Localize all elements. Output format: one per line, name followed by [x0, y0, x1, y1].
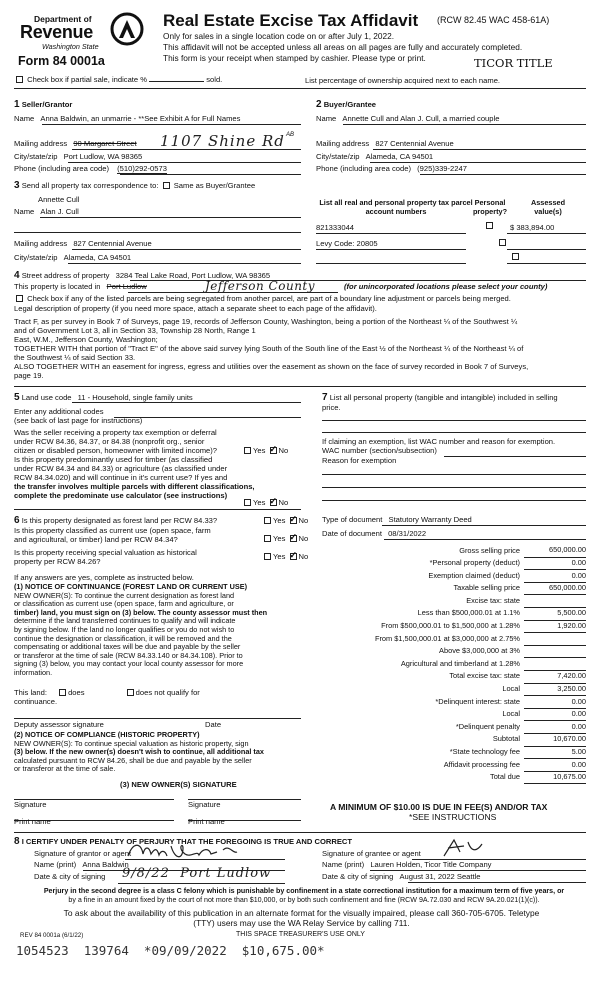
see-instructions: *SEE INSTRUCTIONS	[409, 812, 497, 822]
does-not-qualify-checkbox[interactable]	[127, 689, 134, 696]
timber-q-yes-checkbox[interactable]	[244, 499, 251, 506]
assessed-value[interactable]: $ 383,894.00	[510, 223, 555, 232]
grantee-name-label: Name (print)	[322, 860, 365, 869]
buyer-phone[interactable]: (925)339-2247	[417, 164, 467, 173]
tax-row	[322, 721, 586, 734]
tax-calculation-table	[322, 545, 586, 784]
seller-name-row	[14, 115, 301, 124]
forest-land-label: Is this property designated as forest land per RCW 84.33?	[21, 516, 218, 525]
segregation-row	[14, 295, 589, 304]
legal-line-3: East, W.M., Jefferson County, Washington;	[14, 335, 158, 344]
buyer-mailing-label: Mailing address	[316, 139, 370, 148]
tax-row-value[interactable]: 5,500.00	[524, 607, 586, 620]
seller-mailing-initials: AB	[286, 132, 295, 138]
header-line2: This affidavit will not be accepted unless all areas on all pages are fully and accurately completed.	[163, 42, 523, 52]
located-in-county[interactable]: Jefferson County	[205, 279, 316, 293]
grantor-name-label: Name (print)	[34, 860, 77, 869]
percentage-note: List percentage of ownership acquired next to each name.	[305, 76, 501, 85]
tax-row	[322, 582, 586, 595]
seller-heading	[14, 99, 72, 111]
doc-type[interactable]: Statutory Warranty Deed	[388, 515, 472, 524]
if-yes-note: If any answers are yes, complete as instructed below.	[14, 573, 194, 582]
notice2-line4: or transferor at the time of sale.	[14, 764, 116, 774]
exemption-q1-answer	[242, 447, 288, 456]
buyer-phone-row	[316, 165, 467, 174]
grantor-name[interactable]: Anna Baldwin	[82, 860, 129, 869]
grantee-date-label: Date & city of signing	[322, 872, 394, 881]
tax-row-label: Local	[502, 683, 520, 693]
legal-line-6: ALSO TOGETHER WITH an easement for ingress, egress and utilities over the easement as shown on the face of survey recorded in Book 7 of Surveys,	[14, 362, 529, 371]
buyer-city[interactable]: Alameda, CA 94501	[365, 152, 434, 161]
no-label: No	[278, 446, 289, 455]
tax-row-label: Above $3,000,000 at 3%	[439, 646, 520, 656]
historic-q	[14, 549, 264, 567]
sold-label: sold.	[206, 75, 223, 84]
department-of: Department of	[34, 14, 92, 24]
grantor-signature-label: Signature of grantor or agent	[34, 849, 132, 858]
tax-row-value[interactable]: 5.00	[524, 746, 586, 759]
doc-date[interactable]: 08/31/2022	[388, 529, 427, 538]
street-address[interactable]: 3284 Teal Lake Road, Port Ludlow, WA 98365	[115, 271, 271, 280]
reason-label: Reason for exemption	[322, 456, 397, 465]
s3-name-line1: Annette Cull	[38, 195, 80, 204]
section6-heading-num: 6	[14, 515, 20, 526]
tax-row-value[interactable]: 0.00	[524, 721, 586, 734]
tax-row-label: From $1,500,000.01 at $3,000,000 at 2.75%	[374, 633, 520, 643]
section4-heading-num: 4	[14, 270, 20, 281]
tax-row-value[interactable]: 0.00	[524, 570, 586, 583]
exemption-q1-line3: citizen or disabled person, homeowner with limited income)?	[14, 445, 218, 455]
historic-line2: property per RCW 84.26?	[14, 556, 101, 566]
tax-row	[322, 759, 586, 772]
grantee-date-city[interactable]: August 31, 2022 Seattle	[399, 872, 481, 881]
tax-row-value[interactable]: 650,000.00	[524, 582, 586, 595]
form-number: Form 84 0001a	[18, 54, 105, 68]
tax-row	[322, 708, 586, 721]
tax-row-label: Subtotal	[492, 734, 520, 744]
tax-row	[322, 607, 586, 620]
tax-row-label: From $500,000.01 to $1,500,000 at 1.28%	[381, 620, 520, 630]
seller-phone-label: Phone (including area code)	[14, 164, 109, 173]
tax-row	[322, 683, 586, 696]
timber-q-line1: Is this property predominantly used for timber (as classified	[14, 455, 213, 464]
tax-row-value[interactable]: 3,250.00	[524, 683, 586, 696]
s3-mailing[interactable]: 827 Centennial Avenue	[73, 239, 152, 248]
grantee-date-row	[322, 873, 481, 882]
forest-land-yes-checkbox[interactable]	[264, 517, 271, 524]
located-in-struck: Port Ludlow	[106, 282, 147, 291]
buyer-phone-label: Phone (including area code)	[316, 164, 411, 173]
tax-row-label: Total due	[490, 772, 520, 782]
section3-heading-label: Send all property tax correspondence to:	[21, 181, 159, 190]
seller-city-row	[14, 153, 142, 162]
tax-row	[322, 557, 586, 570]
tax-row	[322, 658, 586, 671]
tax-row	[322, 670, 586, 683]
tax-row-label: Total excise tax: state	[449, 671, 520, 681]
s3-mailing-row	[14, 240, 152, 249]
partial-sale-percent-field[interactable]	[149, 81, 204, 82]
tax-row-label: *Personal property (deduct)	[429, 558, 520, 568]
yes-label: Yes	[273, 516, 286, 525]
wac-number-label: WAC number (section/subsection)	[322, 446, 437, 455]
section7-text	[322, 392, 586, 413]
notice1-line5: by signing below. If the land no longer qualifies or you do not wish to	[14, 625, 235, 635]
personal-property-checkbox-3[interactable]	[512, 253, 519, 260]
exemption-q1-line1: Was the seller receiving a property tax exemption or deferral	[14, 428, 217, 437]
personal-property-checkbox-1[interactable]	[486, 222, 493, 229]
historic-answer	[262, 553, 308, 562]
grantor-date-label: Date & city of signing	[34, 872, 106, 881]
buyer-mailing[interactable]: 827 Centennial Avenue	[375, 139, 454, 148]
ticor-title-stamp: TICOR TITLE	[474, 56, 553, 70]
land-use-label: Land use code	[21, 393, 72, 402]
current-use-yes-checkbox[interactable]	[264, 535, 271, 542]
tax-row	[322, 545, 586, 557]
yes-label: Yes	[273, 552, 286, 561]
notice1-line3: timber) land, you must sign on (3) below. The county assessor must then	[14, 607, 268, 617]
tax-row-label: Gross selling price	[459, 545, 520, 555]
notice2-line3: calculated pursuant to RCW 84.26, shall be due and payable by the seller	[14, 755, 252, 765]
no-label: No	[298, 516, 309, 525]
s3-mailing-label: Mailing address	[14, 239, 68, 248]
owner-signature-label-1: Signature	[14, 800, 47, 809]
current-use-line2: and agricultural, or timber) land per RCW 84.34?	[14, 534, 178, 544]
s3-name-line2[interactable]: Alan J. Cull	[40, 207, 79, 216]
notice2-line2: (3) below. If the new owner(s) doesn't wish to continue, all additional tax	[14, 747, 264, 757]
tax-row-value[interactable]: 0.00	[524, 696, 586, 709]
section5-heading-num: 5	[14, 392, 20, 403]
washington-state: Washington State	[42, 42, 99, 51]
buyer-mailing-row	[316, 140, 454, 149]
grantee-name-row	[322, 861, 491, 870]
partial-sale-label: Check box if partial sale, indicate %	[27, 75, 147, 84]
no-label: No	[298, 552, 309, 561]
revision-label: REV 84 0001a (6/1/22)	[20, 932, 84, 939]
grantee-name[interactable]: Lauren Holden, Ticor Title Company	[370, 860, 492, 869]
timber-q-line2: under RCW 84.34 and 84.33) or agriculture (as classified under	[14, 463, 228, 473]
tax-row	[322, 645, 586, 658]
notice1-line2: or classification as current use (open space, farm and agriculture, or	[14, 599, 234, 609]
tax-row-label: *State technology fee	[449, 746, 520, 756]
buyer-heading	[316, 99, 376, 111]
tax-row	[322, 696, 586, 709]
tax-row-value[interactable]: 0.00	[524, 759, 586, 772]
buyer-heading-label: Buyer/Grantee	[323, 100, 377, 109]
tax-row-label: *Delinquent penalty	[455, 721, 520, 731]
doc-date-label: Date of document	[322, 529, 382, 538]
wac-number-row	[322, 447, 437, 456]
section7-line2: price.	[322, 402, 341, 412]
notice1-line9: signing (3) below, you may contact your local county assessor for more	[14, 659, 244, 669]
notice1-line4: determine if the land transferred continues to qualify and will indicate	[14, 616, 236, 626]
grantor-name-row	[34, 861, 129, 870]
buyer-heading-num: 2	[316, 99, 322, 110]
does-not-label: does not qualify for	[135, 688, 200, 697]
deputy-date-label: Date	[205, 720, 222, 729]
personal-property-col-header: Personal property?	[472, 198, 508, 216]
section3-heading-num: 3	[14, 180, 20, 191]
yes-label: Yes	[253, 446, 266, 455]
forest-land-answer	[262, 517, 308, 526]
legal-line-5: the Southwest ¼ of said Section 33.	[14, 353, 136, 362]
seller-name[interactable]: Anna Baldwin, an unmarrie - **See Exhibit A for Full Names	[40, 114, 241, 123]
tax-row-label: Agricultural and timberland at 1.28%	[400, 658, 520, 668]
notice1-line10: information.	[14, 668, 53, 678]
certify-label: I CERTIFY UNDER PENALTY OF PERJURY THAT THE FOREGOING IS TRUE AND CORRECT	[21, 837, 353, 846]
tax-row	[322, 595, 586, 608]
seller-city[interactable]: Port Ludlow, WA 98365	[63, 152, 143, 161]
seller-heading-num: 1	[14, 99, 20, 110]
seller-city-label: City/state/zip	[14, 152, 58, 161]
segregation-label: Check box if any of the listed parcels are being segregated from another parcel, are part of a boundary line adjustment or parcels being merged.	[27, 294, 511, 303]
historic-line1: Is this property receiving special valuation as historical	[14, 548, 197, 557]
header-line1: Only for sales in a single location code on or after July 1, 2022.	[163, 31, 395, 41]
form-rcw: (RCW 82.45 WAC 458-61A)	[437, 15, 550, 25]
section7-heading-num: 7	[322, 392, 328, 403]
tax-row	[322, 771, 586, 784]
seller-name-label: Name	[14, 114, 35, 123]
tax-row-value[interactable]: 1,920.00	[524, 620, 586, 633]
personal-property-checkbox-2[interactable]	[499, 239, 506, 246]
exemption-q1-yes-checkbox[interactable]	[244, 447, 251, 454]
tax-row-value[interactable]	[524, 633, 586, 646]
availability-line1: To ask about the availability of this publication in an alternate format for the visually impaired, please call 360-705-6705. Teletype	[63, 908, 540, 918]
timber-q-line3: RCW 84.34.020) and will continue in it's current use? If yes and	[14, 472, 228, 482]
buyer-city-row	[316, 153, 433, 162]
tax-row-label: Local	[502, 709, 520, 719]
street-address-label: Street address of property	[21, 271, 110, 280]
form-title: Real Estate Excise Tax Affidavit	[163, 11, 419, 30]
legal-line-4: TOGETHER WITH that portion of "Tract E" of the above said survey lying South of the South line of the East ½ of the Northeast ¼ of the Northeast ¼ of	[14, 344, 524, 353]
section8-heading-num: 8	[14, 836, 20, 847]
tax-row	[322, 733, 586, 746]
doc-type-label: Type of document	[322, 515, 383, 524]
section7-line1: List all personal property (tangible and intangible) included in selling	[329, 393, 558, 402]
buyer-city-label: City/state/zip	[316, 152, 360, 161]
yes-label: Yes	[253, 498, 266, 507]
legal-line-7: page 19.	[14, 371, 44, 380]
no-label: No	[278, 498, 289, 507]
grantee-signature-label: Signature of grantee or agent	[322, 849, 421, 858]
tax-row	[322, 746, 586, 759]
tax-row-value[interactable]	[524, 595, 586, 608]
grantee-signature[interactable]	[438, 836, 488, 858]
seller-mailing-handwritten[interactable]: 1107 Shine Rd	[160, 132, 285, 150]
notice-compliance	[14, 731, 301, 774]
legal-line-1: Tract F, as per survey in Book 7 of Surveys, page 19, records of Jefferson County, Washington, being a portion of the Northeast ¼ of the Southwest ¼	[14, 317, 518, 326]
owner-print-name-2: Print name	[188, 817, 225, 826]
s3-city[interactable]: Alameda, CA 94501	[63, 253, 132, 262]
notice2-title: (2) NOTICE OF COMPLIANCE (HISTORIC PROPERTY)	[14, 730, 200, 739]
segregation-checkbox[interactable]	[16, 295, 23, 302]
seller-heading-label: Seller/Grantor	[21, 100, 73, 109]
buyer-name-row	[316, 115, 586, 124]
seller-phone-row	[14, 165, 167, 174]
tax-row-value[interactable]: 0.00	[524, 708, 586, 721]
grantor-date-city[interactable]: 9/8/22 Port Ludlow	[122, 866, 272, 881]
located-in-note: (for unincorporated locations please select your county)	[344, 282, 548, 291]
tax-row-label: Less than $500,000.01 at 1.1%	[417, 608, 520, 618]
tax-row-value[interactable]: 7,420.00	[524, 670, 586, 683]
tax-row-value[interactable]	[524, 658, 586, 671]
section3-heading	[14, 180, 255, 192]
perjury-line1: Perjury in the second degree is a class C felony which is punishable by confinement in a state correctional institution for a maximum term of five years, or	[43, 887, 565, 895]
timber-q	[14, 456, 301, 501]
treasurer-use-label: THIS SPACE TREASURER'S USE ONLY	[236, 931, 365, 938]
yes-label: Yes	[273, 534, 286, 543]
owner-print-name-1: Print name	[14, 817, 51, 826]
tax-row-value[interactable]: 10,675.00	[524, 771, 586, 784]
land-use-code[interactable]: 11 - Household, single family units	[77, 393, 193, 402]
current-use-q	[14, 527, 264, 545]
current-use-answer	[262, 535, 308, 544]
treasurer-stamp-line: 1054523 139764 *09/09/2022 $10,675.00*	[16, 943, 325, 958]
historic-yes-checkbox[interactable]	[264, 553, 271, 560]
s3-name-row	[14, 208, 79, 217]
legal-description-label: Legal description of property (if you need more space, attach a separate sheet to each page of the affidavit).	[14, 304, 377, 313]
tax-row-label: Taxable selling price	[453, 583, 520, 593]
tax-row-label: Excise tax: state	[466, 595, 520, 605]
buyer-name-label: Name	[316, 114, 337, 123]
timber-q-line4: the transfer involves multiple parcels with different classifications,	[14, 481, 255, 491]
exemption-q1-no-checkbox[interactable]	[270, 447, 277, 454]
levy-code[interactable]: Levy Code: 20805	[316, 239, 378, 248]
availability-line2: (TTY) users may use the WA Relay Service by calling 711.	[193, 918, 410, 928]
same-as-buyer-label: Same as Buyer/Grantee	[173, 181, 256, 190]
tax-row-label: Exemption claimed (deduct)	[428, 570, 520, 580]
notice1-line1: NEW OWNER(S): To continue the current designation as forest land	[14, 590, 235, 600]
owner-signature-label-2: Signature	[188, 800, 221, 809]
dor-logo-mark-icon	[110, 12, 144, 46]
header-line3	[163, 54, 426, 64]
buyer-name[interactable]: Annette Cull and Alan J. Cull, a married couple	[342, 114, 500, 123]
additional-codes-hint: (see back of last page for instructions)	[14, 416, 143, 425]
same-as-buyer-checkbox[interactable]	[163, 182, 170, 189]
revenue-wordmark: Revenue	[20, 22, 93, 42]
seller-mailing-label: Mailing address	[14, 139, 68, 148]
notice2-line1: NEW OWNER(S): To continue special valuation as historic property, sign	[14, 738, 249, 748]
no-label: No	[298, 534, 309, 543]
assessed-col-header: Assessed value(s)	[530, 198, 566, 216]
notice-continuance	[14, 583, 301, 678]
tax-row-value[interactable]: 650,000.00	[524, 545, 586, 557]
continuance-label: continuance.	[14, 697, 58, 706]
header-line3-text: This form is your receipt when stamped by cashier. Please type or print.	[163, 53, 426, 63]
partial-sale-checkbox[interactable]	[16, 76, 23, 83]
tax-row-label: *Delinquent interest: state	[435, 696, 520, 706]
minimum-due-note: A MINIMUM OF $10.00 IS DUE IN FEE(S) AND/OR TAX	[330, 802, 548, 812]
doc-type-row	[322, 516, 472, 525]
tax-row-value[interactable]: 10,670.00	[524, 733, 586, 746]
current-use-line1: Is this property classified as current use (open space, farm	[14, 526, 211, 535]
s3-city-row	[14, 254, 131, 263]
perjury-line2: by a fine in an amount fixed by the court of not more than $10,000, or by both such confinement and fine (RCW 9A.72.030 and RCW 9A.20.021(1)(c)).	[68, 896, 540, 904]
current-use-no-checkbox[interactable]	[290, 535, 297, 542]
tax-row	[322, 620, 586, 633]
notice1-line8: or transferor at the time of sale (RCW 84.33.140 or 84.34.108). Prior to	[14, 650, 243, 660]
doc-date-row	[322, 530, 426, 539]
tax-row-value[interactable]: 0.00	[524, 557, 586, 570]
tax-row-value[interactable]	[524, 645, 586, 658]
notice1-line6: continue the designation or classification, it will be removed and the	[14, 633, 232, 643]
located-in-label: This property is located in	[14, 282, 101, 291]
historic-no-checkbox[interactable]	[290, 553, 297, 560]
tax-row-label: Affidavit processing fee	[443, 759, 520, 769]
seller-mailing-struck: 90 Margaret Street	[73, 139, 137, 148]
s3-city-label: City/state/zip	[14, 253, 58, 262]
parcel-col-header: List all real and personal property tax parcel account numbers	[319, 198, 473, 216]
forest-land-no-checkbox[interactable]	[290, 517, 297, 524]
does-label: does	[68, 688, 85, 697]
this-land-label: This land:	[14, 688, 47, 697]
notice1-line7: compensating or additional taxes will be due and payable by the seller	[14, 642, 241, 652]
timber-q-no-checkbox[interactable]	[270, 499, 277, 506]
deputy-signature-label: Deputy assessor signature	[14, 720, 104, 729]
s3-name-label: Name	[14, 207, 35, 216]
parcel-number[interactable]: 821333044	[316, 223, 355, 232]
legal-line-2: and of Government Lot 3, all in Section 33, Township 28 North, Range 1	[14, 326, 256, 335]
exemption-q1-line2: under RCW 84.36, 84.37, or 84.38 (nonprofit org., senior	[14, 436, 205, 446]
does-qualify-checkbox[interactable]	[59, 689, 66, 696]
additional-codes-label: Enter any additional codes	[14, 407, 104, 416]
timber-q-line5: complete the predominate use calculator (see instructions)	[14, 490, 228, 500]
timber-q-answer	[242, 499, 288, 508]
located-in-row	[14, 283, 147, 292]
new-owner-signature-title: (3) NEW OWNER(S) SIGNATURE	[120, 780, 237, 789]
tax-row	[322, 633, 586, 646]
partial-sale-row	[14, 76, 222, 85]
tax-row	[322, 570, 586, 583]
exemption-instructions: If claiming an exemption, list WAC number and reason for exemption.	[322, 437, 556, 446]
notice1-title: (1) NOTICE OF CONTINUANCE (FOREST LAND OR CURRENT USE)	[14, 582, 248, 591]
seller-phone[interactable]: (510)292-0573	[117, 164, 167, 173]
